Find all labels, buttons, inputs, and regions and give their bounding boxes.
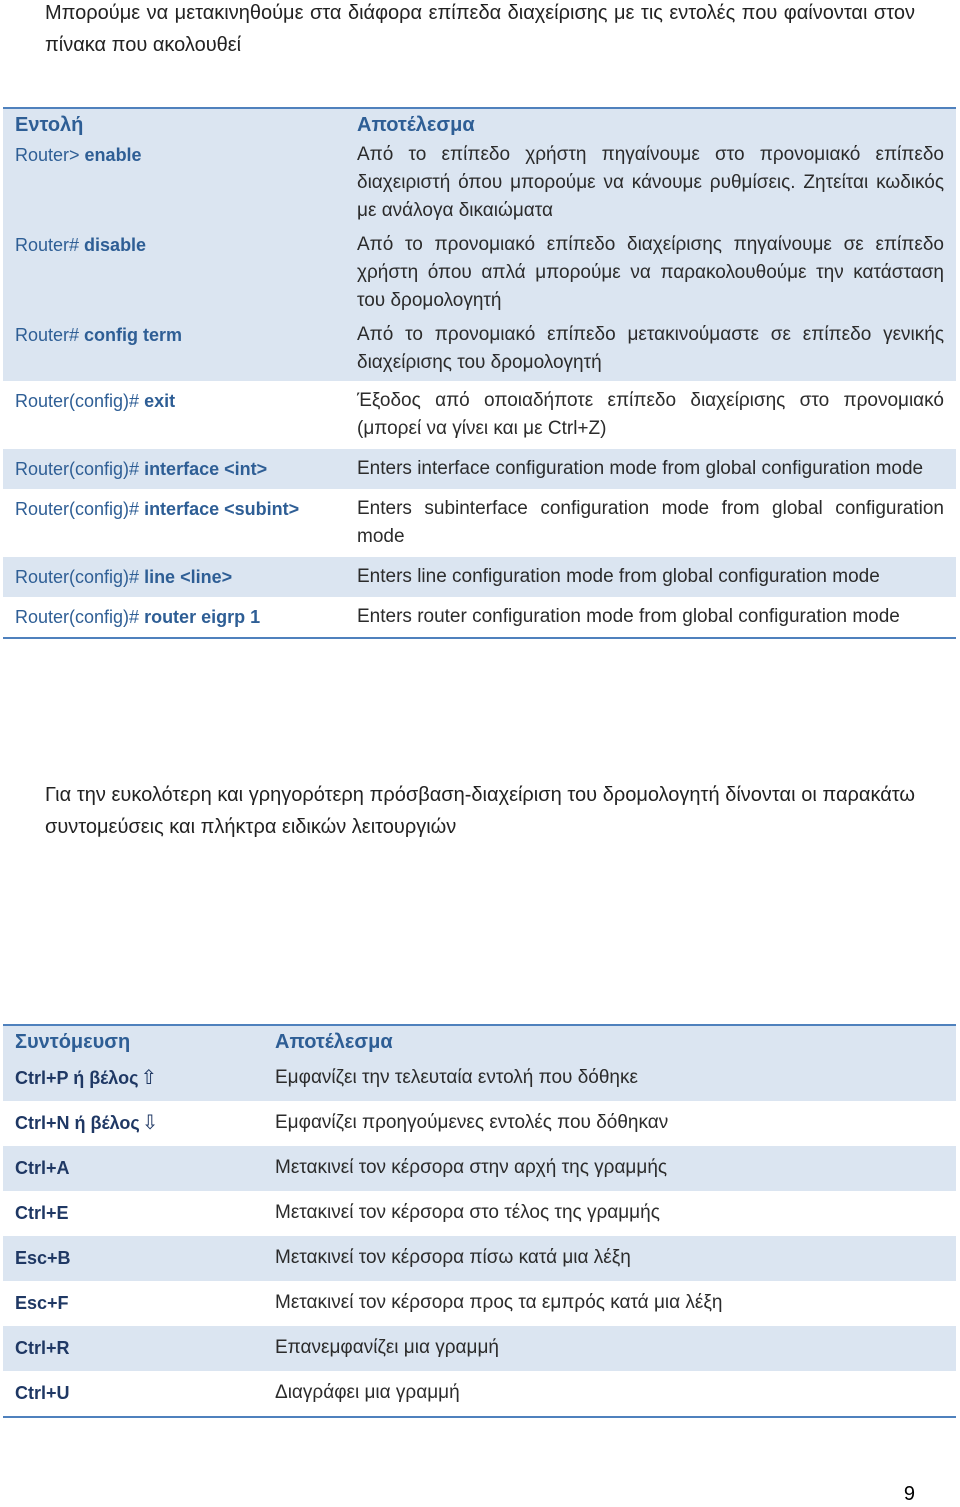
command-prefix: Router(config)# [15, 567, 145, 587]
result-cell: Enters interface configuration mode from global configuration mode [357, 458, 924, 479]
header-result: Αποτέλεσμα [275, 1031, 393, 1053]
table-row [3, 1371, 956, 1417]
command-keyword: router eigrp 1 [144, 607, 261, 627]
command-prefix: Router(config)# [15, 391, 145, 411]
command-prefix: Router> [15, 145, 85, 165]
result-cell: Enters router configuration mode from global configuration mode [357, 606, 900, 627]
command-keyword: interface <int> [144, 459, 268, 479]
command-cell [3, 381, 345, 449]
result-cell: Enters subinterface configuration mode from global configuration mode [357, 498, 944, 547]
command-prefix: Router(config)# [15, 459, 145, 479]
command-cell [3, 597, 345, 638]
result-cell: Μετακινεί τον κέρσορα στο τέλος της γραμμής [275, 1202, 660, 1223]
table-row [3, 1056, 956, 1101]
result-cell: Από το επίπεδο χρήστη πηγαίνουμε στο προνομιακό επίπεδο διαχειριστή όπου μπορούμε να κάνουμε ρυθμίσεις. Ζητείται κωδικός με ανάλογα δικαιώματα [357, 144, 944, 221]
intro-paragraph: Μπορούμε να μετακινηθούμε στα διάφορα επίπεδα διαχείρισης με τις εντολές που φαίνονται στον πίνακα που ακολουθεί [45, 2, 915, 56]
result-cell: Επανεμφανίζει μια γραμμή [275, 1337, 499, 1358]
shortcut-cell: Esc+B [15, 1248, 71, 1268]
arrow-down-outline-icon: ⇩ [141, 1112, 159, 1134]
table-row [3, 1281, 956, 1326]
page-number: 9 [903, 1483, 915, 1505]
shortcut-cell: Ctrl+A [15, 1158, 70, 1178]
table-row [3, 1101, 956, 1146]
table-row [3, 1146, 956, 1191]
shortcuts-table [3, 1024, 956, 1418]
shortcut-cell: Ctrl+U [15, 1383, 70, 1403]
command-prefix: Router# [15, 325, 85, 345]
result-cell: Μετακινεί τον κέρσορα πίσω κατά μια λέξη [275, 1247, 631, 1268]
command-keyword: disable [84, 235, 147, 255]
command-cell [3, 449, 345, 489]
result-cell: Enters line configuration mode from global configuration mode [357, 566, 880, 587]
command-prefix: Router(config)# [15, 607, 145, 627]
table-row [3, 1236, 956, 1281]
shortcuts-table-header [3, 1025, 956, 1056]
table-row [3, 449, 956, 489]
header-result: Αποτέλεσμα [357, 114, 475, 136]
table-row [3, 1191, 956, 1236]
command-cell [3, 229, 345, 319]
command-keyword: config term [84, 325, 183, 345]
arrow-up-outline-icon: ⇧ [140, 1067, 158, 1089]
result-cell: Από το προνομιακό επίπεδο διαχείρισης πηγαίνουμε σε επίπεδο χρήστη όπου απλά μπορούμε να παρακολουθούμε την κατάσταση του δρομολογητή [357, 234, 944, 311]
result-cell: Εμφανίζει την τελευταία εντολή που δόθηκε [275, 1067, 638, 1088]
shortcut-cell: Ctrl+E [15, 1203, 69, 1223]
shortcuts-intro-paragraph: Για την ευκολότερη και γρηγορότερη πρόσβαση-διαχείριση του δρομολογητή δίνονται οι παρακάτω συντομεύσεις και πλήκτρα ειδικών λειτουργιών [45, 784, 915, 838]
table-row [3, 229, 956, 319]
shortcut-key: Ctrl+P ή βέλος [15, 1068, 139, 1088]
command-keyword: enable [84, 145, 142, 165]
table-row [3, 139, 956, 229]
table-row [3, 319, 956, 381]
result-cell: Διαγράφει μια γραμμή [275, 1382, 460, 1403]
command-keyword: interface <subint> [144, 499, 300, 519]
command-cell [3, 557, 345, 597]
command-prefix: Router# [15, 235, 85, 255]
command-cell [3, 319, 345, 381]
shortcut-cell [3, 1056, 263, 1101]
result-cell: Μετακινεί τον κέρσορα προς τα εμπρός κατά μια λέξη [275, 1292, 723, 1313]
shortcut-cell: Esc+F [15, 1293, 69, 1313]
shortcut-key: Ctrl+N ή βέλος [15, 1113, 140, 1133]
result-cell: Εμφανίζει προηγούμενες εντολές που δόθηκαν [275, 1112, 669, 1133]
command-keyword: exit [144, 391, 176, 411]
table-row [3, 381, 956, 449]
command-keyword: line <line> [144, 567, 233, 587]
commands-table-header [3, 108, 956, 139]
command-cell [3, 139, 345, 229]
commands-table [3, 107, 956, 639]
result-cell: Από το προνομιακό επίπεδο μετακινούμαστε σε επίπεδο γενικής διαχείρισης του δρομολογητή [357, 324, 944, 373]
table-row [3, 597, 956, 638]
table-row [3, 489, 956, 557]
table-row [3, 557, 956, 597]
table-row [3, 1326, 956, 1371]
result-cell: Μετακινεί τον κέρσορα στην αρχή της γραμμής [275, 1157, 668, 1178]
result-cell: Έξοδος από οποιαδήποτε επίπεδο διαχείρισης στο προνομιακό (μπορεί να γίνει και με Ctrl+Z) [357, 390, 944, 439]
command-prefix: Router(config)# [15, 499, 145, 519]
shortcut-cell [3, 1101, 263, 1146]
command-cell [3, 489, 345, 557]
header-shortcut: Συντόμευση [15, 1031, 131, 1053]
shortcut-cell: Ctrl+R [15, 1338, 70, 1358]
header-command: Εντολή [15, 114, 84, 136]
